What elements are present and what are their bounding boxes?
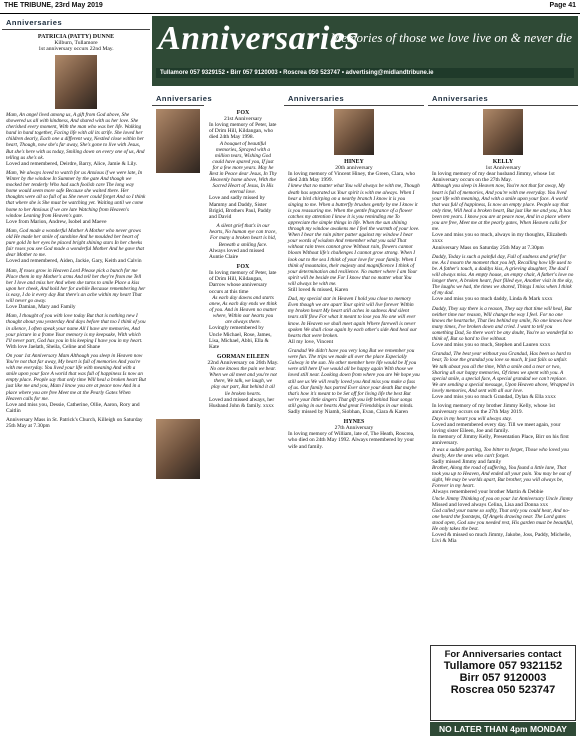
dunne-sig-4: Love Damian, Mary and Family bbox=[6, 304, 76, 311]
fox-surname-2: FOX bbox=[236, 264, 250, 271]
fox-photo-column bbox=[152, 92, 213, 722]
contact-birr: Birr 057 9120003 bbox=[459, 672, 547, 684]
hiney-column bbox=[284, 92, 424, 722]
hiney-poem-2: Dad, my special star in Heaven I hold you close to memory Even though we are apart Your spirit will live forever Within my broken heart My heart still aches in sadness And silent tears still flow For what it meant to lose you No one will ever know. In Heaven we shall meet again Where farewell is never spoken We shall close again by each other's side And heal our hearts that were broken. bbox=[288, 296, 417, 339]
column-left bbox=[2, 16, 150, 716]
hiney-surname: HINEY bbox=[344, 159, 364, 165]
kelly-text: In loving memory of my dear husband Jimmy, whose 1st Anniversary occurs on the 27th May. bbox=[432, 171, 555, 184]
section-label: Anniversaries bbox=[428, 92, 578, 106]
fox-anniversary: 21st Anniversary bbox=[223, 116, 263, 122]
kelly-sig-7: Always remembered your brother Martin & Debbie bbox=[432, 489, 544, 496]
page-number: Page 41 bbox=[549, 2, 576, 9]
kelly-poem-9: God called your name so softly, That only you could hear, And no-one heard the footsteps, Of Angels drawing near. The Lord gates stood open, God saw you needed rest, His garden must be beautiful, He only takes the best. bbox=[432, 507, 574, 533]
gorman-sig: Loved and missed always, her Husband John & family. xxxx bbox=[209, 396, 275, 409]
kelly-column bbox=[428, 92, 578, 642]
kelly-poem-5: Days in my heart you will always stay. bbox=[432, 415, 512, 422]
dunne-name: PATRICIA (PATTY) DUNNE bbox=[37, 34, 115, 40]
fox-text-2: In loving memory of Peter, late of Drim Hill, Kildangan, Darrow whose anniversary occurs at this time bbox=[209, 270, 277, 295]
fox-poem: A bouquet of beautiful memories, Sprayed with a million tears, Wishing God could have spared you, If just for a few more years. May he Rest in Peace dear Jesus, In Thy Heavenly home above, With the Sacred Heart of Jesus, In His eternal love. bbox=[209, 140, 277, 196]
section-label: Anniversaries bbox=[152, 92, 204, 106]
dunne-anniversary: 1st anniversary occurs 22nd May. bbox=[38, 46, 114, 52]
kelly-poem-2: Daddy, Today is such a painful day, Full of sadness and grief for me. As I mourn the moment that you left, Recalling how life used to be. A father's touch, a daddys kiss, A grieving daughter, The dad I will always miss. An empty house, an empty chair, A father's love no longer there, A broken heart, fear filled eye, Another visit in the sky, The laughs we had, the times we shared, Things I miss when I think of my dad. bbox=[432, 253, 574, 297]
kelly-text-2: In loving memory of my brother Jimmy Kelly, whose 1st anniversary occurs on the 27th May 2019. bbox=[432, 403, 556, 416]
gorman-anniversary: 22nd Anniversary on 26th May. bbox=[207, 360, 279, 367]
hiney-sig-3: Sadly missed by Niamh, Siobhan, Evan, Ciara & Karen bbox=[288, 409, 408, 415]
kelly-sig-2: Love and miss you so much daddy, Linda & Mark xxxx bbox=[432, 296, 553, 303]
fox-poem-2: A silent grief that's in our hearts, No human eye can trace, For many a broken heart is hid, Beneath a smiling face. bbox=[209, 223, 277, 248]
hiney-sig-2: All my love, Vincent bbox=[288, 338, 334, 345]
kelly-surname: KELLY bbox=[492, 159, 514, 165]
dunne-poem-3: Mam, God made a wonderful Mother A Mother who never grows old He made her smile of sunshine And he moulded her heart of pure gold In her eyes he placed bright shining stars In her cheeks fair roses you see God made a wonderful Mother And he gave that dear Mother to me. bbox=[6, 227, 145, 259]
kelly-poem-7: Brother, Along the road of suffering, You found a little lane, That took you up to Heaven, And ended all your pain. You may be out of sight, We may be worlds apart, But brother, you will always be, Forever in my heart. bbox=[432, 464, 571, 490]
dunne-poem-6: On your 1st Anniversary Mam Although you sleep in Heaven now You're not that far away, My heart is full of memories And you're with me everyday. You lived your life with meaning And with a smile upon your face A world that was full of happiness Is now an empty place. People say that only time Will heal a broken heart But just like me and you, Mam I know you are at peace now And in a place where you are free Meet me at the Pearly Gates When Heaven calls for me. bbox=[6, 353, 146, 402]
kelly-sig-5: Loved and remembered every day. Till we meet again, your loving sister Eileen, Joe and family. bbox=[432, 421, 561, 434]
kelly-poem-6: It was a sudden parting, Too bitter to forget, Those who loved you dearly, Are the ones who can't forget. bbox=[432, 446, 569, 459]
kelly-anniversary: 1st Anniversary bbox=[485, 165, 521, 171]
fox-surname: FOX bbox=[236, 110, 250, 116]
dunne-photo bbox=[55, 55, 97, 109]
hiney-sig: Still loved & missed, Karen bbox=[288, 287, 349, 293]
hynes-anniversary: 27th Anniversary bbox=[334, 425, 374, 432]
fox-column bbox=[205, 92, 281, 722]
dunne-sig-5: With love Jaelath, Sheila, Celine and Shane bbox=[6, 343, 101, 350]
page-header bbox=[0, 0, 580, 14]
hiney-anniversary: 20th anniversary bbox=[335, 165, 373, 171]
kelly-photo bbox=[483, 109, 523, 155]
fox-sig-3: Lovingly remembered by Uncle Michael, Rose, James, Lisa, Michael, Abbi, Ella & Kate bbox=[209, 325, 272, 350]
kelly-sig-6: Sadly missed Jimmy and family bbox=[432, 458, 502, 465]
fox-sig: Love and sadly missed by Mammy and Daddy, Sister Brigid, Brothers Paul, Paddy and David bbox=[209, 195, 272, 221]
anniversaries-banner bbox=[152, 16, 578, 86]
banner-tagline: Memories of those we love live on & never die bbox=[330, 30, 572, 45]
fox-text: In loving memory of Peter, late of Drim Hill, Kildangan, who died 24th May 1998. bbox=[209, 122, 277, 141]
hynes-name: HYNES bbox=[343, 419, 365, 426]
kelly-poem: Although you sleep in Heaven now, You're not that far away, My heart is full of memories, And you're with me everyday. You lived your life with meaning, And with a smile upon your face. A world that was full of happiness, Is now an empty place. People say that only time, Will heal a broken heart, But just like me and you, It has been ten years. I know you are at peace now, And in a place where you are free, Meet me at the pearly gates, When Heaven calls for me. bbox=[432, 183, 571, 233]
contact-title: For Anniversaries contact bbox=[444, 649, 562, 660]
dunne-mass: Anniversary Mass in St. Patrick's Church, Killeigh on Saturday 25th May at 7.30pm bbox=[6, 417, 143, 430]
dunne-sig-2: Love from Marion, Andrew, Isobel and Maeve bbox=[6, 218, 107, 225]
dunne-place: Kilburn, Tullamore bbox=[54, 40, 98, 46]
gorman-photo bbox=[156, 419, 200, 479]
kelly-poem-8: Uncle Jimmy Thinking of you on your 1st Anniversary Uncle Jimmy bbox=[432, 495, 573, 502]
gorman-name: GORMAN EILEEN bbox=[216, 354, 270, 361]
dunne-poem-4: Mam, If roses grow in Heaven Lord Please pick a bunch for me Place them in my Mother's arms And tell her they're from me Tell her I love and miss her And when she turns to smile Place a kiss upon her cheek, And hold her for awhile Because remembering her is easy, I do it every day But there's an ache within my heart That will never go away. bbox=[6, 267, 146, 305]
dunne-poem-1: Mam, An angel lived among us, A gift from God above, She showered us all with kindness, And shared with us her love. She cherished every moment, With the man who was her life. Walking hand in hand together, Facing life with all its strife. She loved her children dearly, Each one a different way, Nestled close within her heart, Though, now she's far away, She's gone to live with Jesus, But she's here with us today, Smiling down on every one of us, And telling us she's ok. bbox=[6, 112, 145, 161]
section-label: Anniversaries bbox=[2, 16, 150, 30]
kelly-sig-9: Loved & missed so much Jimmy, Jakobe, Joss, Paddy, Michelle, Livi & Mia bbox=[432, 532, 572, 545]
kelly-mass: Anniversary Mass on Saturday 25th May at 7.30pm bbox=[432, 244, 544, 251]
banner-contacts: Tullamore 057 9329152 • Birr 057 9120003 • Roscrea 050 523747 • advertising@midlandtribune.ie bbox=[156, 68, 574, 78]
fox-photo bbox=[156, 109, 200, 173]
hynes-text: In loving memory of William, late of, The Heath, Roscrea, who died on 24th May 1992. Always remembered by your wife and family. bbox=[288, 431, 415, 450]
fox-poem-3: As each day dawns and starts anew, As each day ends we think of you. And in Heaven no matter where, Within our hearts you are always there. bbox=[209, 294, 277, 326]
dunne-poem-5: Mam, I thought of you with love today But that is nothing new I thought about you yesterday And days before that too I think of you in silence, I often speak your name All I have are memories, And your picture in a frame Your memory is my keepsake, With which I'll never part, God has you in his keeping I have you in my heart. bbox=[6, 313, 146, 344]
hiney-poem-3: Grandad We didn't have you very long But we remember you were fun. The trips we made all over the place Especially Galway in the sun. No other member here life would be If you were still here If we would all be happy again With those we loved still near. Looking down from where you are We hope you still see us We will really loved you And miss you make a fuss of us. Our family has parted Ever since your death But maybe that's how it's meant to be Set off for living life the best But we're your little singers That gift you left behind Your songs still going in our hearts And great Friendships in our minds. bbox=[288, 348, 420, 409]
kelly-sig: Love and miss you so much, always in my thoughts, Elizabeth xxxx bbox=[432, 232, 567, 245]
dunne-sig-1: Loved and remembered, Deirdre, Barry, Alice, Jamie & Lily. bbox=[6, 160, 138, 167]
dunne-sig-3: Loved and remembered, Aiden, Jackie, Gary, Keith and Calvin bbox=[6, 258, 142, 265]
kelly-poem-4: Grandad, The best year without you Grandad, Has been so hard to bear, To lose the grandad you love so much, It just fails so unfair. We talk about you all the time, With a smile and a tear or two, Sharing all our happy memories, Of times we spent with you. A special smile, a special face, A special grandad we can't replace. We are sending a special message, Upon Heaven above, Wrapped in lovely memories, And sent with all our love. bbox=[432, 351, 574, 394]
deadline-banner: NO LATER THAN 4pm MONDAY bbox=[430, 722, 576, 736]
kelly-sig-3: Love and miss you so much, Stephen and Lauren xxxx bbox=[432, 342, 551, 349]
section-label: Anniversaries bbox=[284, 92, 424, 106]
paper-date: THE TRIBUNE, 23rd May 2019 bbox=[4, 2, 103, 9]
kelly-text-3: In memory of Jimmy Kelly, Presentation Place, Birr on his first anniversary. bbox=[432, 434, 569, 447]
kelly-sig-8: Missed and loved always Celina, Lisa and Donna xxx bbox=[432, 501, 549, 508]
contact-roscrea: Roscrea 050 523747 bbox=[450, 684, 556, 696]
hiney-text: In loving memory of Vincent Hiney, the Green, Clara, who died 24th May 1999. bbox=[288, 171, 416, 184]
hiney-poem: I knew that no matter what You will always be with me, Though death has separated us Your spirit is with me always. When I hear a bird chirping on a nearby branch I know it is you singing to me. When a butterfly brushes gently by me I know it is you reassuring me. When the gentle fragrance of a flower catches my attention I know it is you reminding me To appreciate the simple things in life. When the sun shining through my window awakens me I feel the warmth of your love. When I hear the rain pitter patter against my window I hear your words of wisdom And remember what you said That without rain trees cannot grow Without rain, flowers cannot bloom Without life's challenges I cannot grow strong. When I look out to the sea I think of your love for your family. When I think of mountains, their majesty and magnificence I think of your determination and resilience. No matter where I am Your spirit will be beside me For I know that no matter what You will always be with me. bbox=[288, 183, 420, 287]
dunne-poem-2: Mam, We always loved to watch for us Anxious if we were late, In Winter by the window In Summer by the gate And though we mocked her tenderly Who had such foolish care The long way home would seem more safe Because she waited there. Her thoughts were all so full of us She never could forget And so I think that where she is She must be watching yet. Waiting until we come home to her Anxious if we are late Watching from Heaven's window Leaning from Heaven's gate. bbox=[6, 169, 146, 219]
kelly-poem-3: Daddy, They say there is a reason, They say that time will heal, But neither time nor reason, Will change the way I feel. For no one knows the heartache, That lies behind my smile, No one knows how many times, I've broken down and cried. I want to tell you something Dad, So there won't be any doubt, You're so wonderful to think of, But so hard to live without. bbox=[432, 305, 573, 343]
dunne-sig-6: Love and miss you, Dessie, Catherine, Ollie, Aaron, Rory and Caitlin bbox=[6, 401, 140, 414]
hiney-photo bbox=[334, 109, 374, 155]
gorman-poem: No one knows the pain we bear. When we all meet and you're not there, We talk, we laugh, we play our part, But behind it all lie broken hearts. bbox=[209, 366, 277, 397]
anniversaries-contact-box bbox=[430, 645, 576, 721]
fox-sig-2: Always loved and missed Auntie Claire bbox=[209, 247, 265, 260]
kelly-sig-4: Love and miss you so much Grandad, Dylan & Ella xxxx bbox=[432, 394, 556, 401]
banner-title: Anniversaries bbox=[158, 20, 360, 57]
contact-tullamore: Tullamore 057 9321152 bbox=[443, 660, 563, 672]
